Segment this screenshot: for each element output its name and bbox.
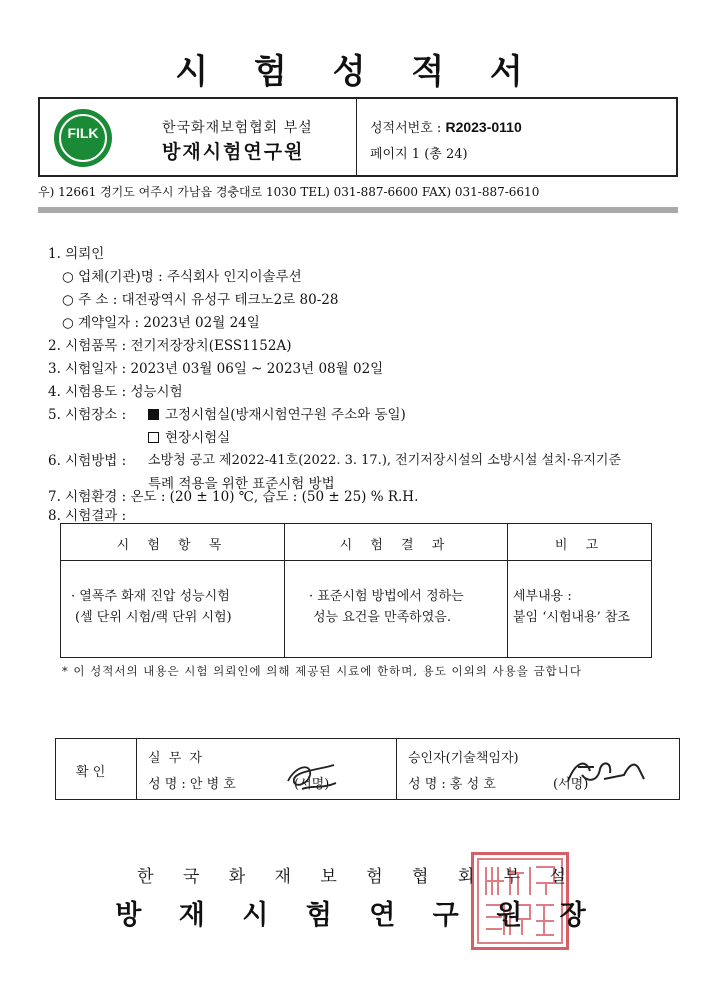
- org-name: 방재시험연구원: [162, 141, 305, 163]
- test-method-line1: 소방청 공고 제2022-41호(2022. 3. 17.), 전기저장시설의 소방시설 설치·유지기준: [148, 453, 622, 468]
- footer-org-sub: 한 국 화 재 보 험 협 회 부 설: [137, 867, 578, 887]
- fixed-lab-label: 고정시험실(방재시험연구원 주소와 동일): [165, 407, 406, 423]
- confirmation-table: [55, 738, 680, 800]
- header-divider: [356, 99, 357, 175]
- approver-title: 승인자(기술책임자): [408, 751, 519, 766]
- separator-bar: [38, 207, 678, 213]
- approver-signature-icon: [564, 753, 648, 793]
- footer-org-director: 방 재 시 험 연 구 원 장: [115, 900, 600, 931]
- logo-text: FILK: [67, 125, 99, 141]
- header-box: [38, 97, 678, 177]
- test-item: 2. 시험품목 : 전기저장장치(ESS1152A): [48, 338, 292, 354]
- worker-name: 성 명 : 안 병 호: [148, 777, 236, 792]
- address-line: 우) 12661 경기도 여주시 가남읍 경충대로 1030 TEL) 031-887-6600 FAX) 031-887-6610: [38, 185, 540, 199]
- header-remarks: 비 고: [554, 538, 606, 553]
- worker-sign-label: (서명): [294, 777, 330, 792]
- client-heading: 1. 의뢰인: [48, 246, 105, 262]
- report-number: [370, 117, 522, 136]
- approver-sign-label: (서명): [553, 777, 589, 792]
- document-title: 시 험 성 적 서: [175, 52, 540, 92]
- test-method-line2: 특례 적용을 위한 표준시험 방법: [148, 476, 335, 492]
- test-results-label: 8. 시험결과 :: [48, 508, 127, 524]
- page-info: 페이지 1 (총 24): [370, 147, 468, 162]
- org-subtitle: 한국화재보험협회 부설: [162, 120, 313, 136]
- header-test-result: 시 험 결 과: [339, 538, 452, 553]
- result-item-line1: · 열폭주 화재 진압 성능시험: [71, 589, 230, 604]
- worker-title: 실 무 자: [148, 751, 204, 766]
- result-value-line2: 성능 요건을 만족하였음.: [313, 610, 451, 625]
- client-address: ○ 주 소 : 대전광역시 유성구 테크노2로 80-28: [62, 292, 339, 308]
- test-environment: 7. 시험환경 : 온도 : (20 ± 10) ℃, 습도 : (50 ± 25) % R.H.: [48, 489, 419, 505]
- remark-line1: 세부내용 :: [513, 589, 572, 604]
- test-purpose: 4. 시험용도 : 성능시험: [48, 384, 183, 400]
- test-location-label: 5. 시험장소 :: [48, 407, 127, 423]
- client-contract-date: ○ 계약일자 : 2023년 02월 24일: [62, 315, 260, 331]
- confirm-col-divider: [396, 739, 397, 799]
- client-company: ○ 업체(기관)명 : 주식회사 인지이솔루션: [62, 269, 302, 285]
- test-location-fixed: [148, 403, 406, 423]
- confirm-col-divider: [136, 739, 137, 799]
- confirm-label: 확 인: [76, 765, 106, 780]
- report-number-label: 성적서번호 :: [370, 121, 442, 136]
- test-date: 3. 시험일자 : 2023년 03월 06일 ~ 2023년 08월 02일: [48, 361, 384, 377]
- checkbox-checked-icon: [148, 409, 159, 420]
- disclaimer-note: * 이 성적서의 내용은 시험 의뢰인에 의해 제공된 시료에 한하며, 용도 이외의 사용을 금합니다: [62, 664, 582, 678]
- report-number-value: R2023-0110: [445, 119, 522, 135]
- remark-line2: 붙임 ‘시험내용’ 참조: [513, 610, 630, 625]
- approver-name: 성 명 : 홍 성 호: [408, 777, 496, 792]
- test-method-label: 6. 시험방법 :: [48, 453, 127, 469]
- result-value-line1: · 표준시험 방법에서 정하는: [309, 589, 464, 604]
- test-location-field: [148, 426, 230, 446]
- field-lab-label: 현장시험실: [165, 430, 231, 446]
- filk-logo: [54, 109, 112, 167]
- results-table: [60, 523, 652, 658]
- table-header-divider: [61, 560, 651, 561]
- header-test-item: 시 험 항 목: [116, 538, 229, 553]
- result-item-line2: (셀 단위 시험/랙 단위 시험): [75, 610, 232, 625]
- checkbox-empty-icon: [148, 432, 159, 443]
- worker-signature-icon: [282, 759, 342, 795]
